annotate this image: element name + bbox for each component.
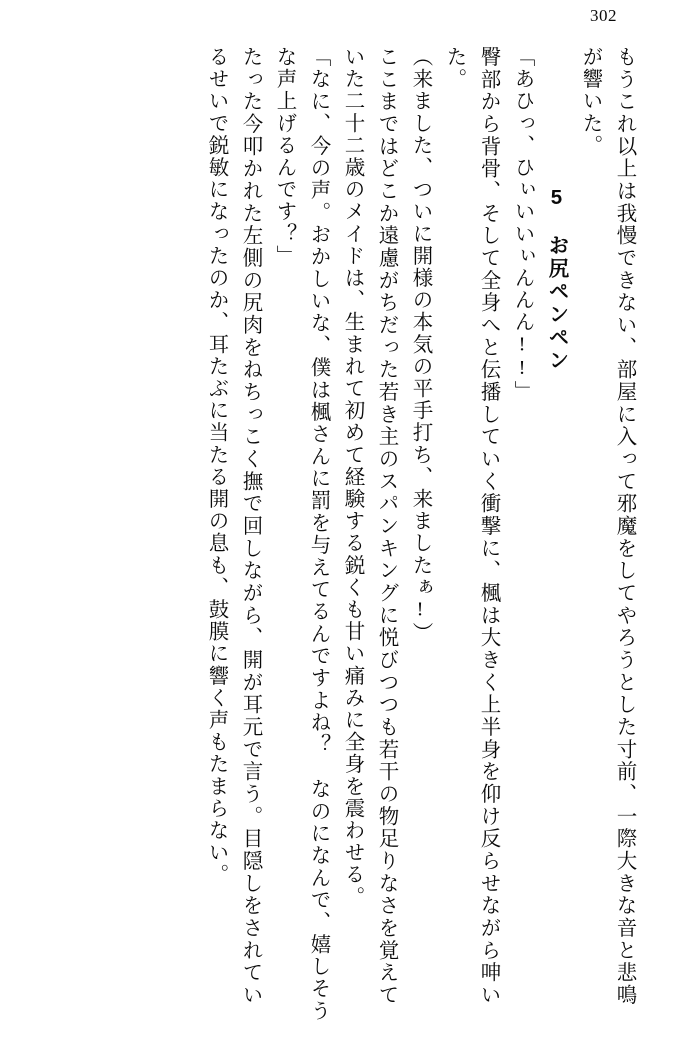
section-heading: 5 お尻ペンペン [545,186,568,373]
text-column: もうこれ以上は我慢できない、部屋に入って邪魔をしてやろうとした寸前、一際大きな音と悲鳴が響いた。 [579,46,635,1006]
text-column: たった今叩かれた左側の尻肉をねちっこく撫で回しながら、開が耳元で言う。目隠しをされているせいで鋭敏になったのか、耳たぶに当たる開の息も、鼓膜に響く声もたまらない。 [205,46,261,1006]
text-column: 「なに、今の声。おかしいな、僕は楓さんに罰を与えてるんですよね？ なのになんで、嬉しそうな声上げるんです？」 [273,46,329,1022]
text-column: 「あひっ、ひぃいいぃんんん!!」 [511,46,533,403]
text-column: 臀部から背骨、そして全身へと伝播していく衝撃に、楓は大きく上半身を仰け反らせながら呻いた。 [443,46,499,1006]
page-number: 302 [590,6,617,25]
page-body [40,46,641,1022]
text-column: ここまではどこか遠慮がちだった若き主のスパンキングに悦びつつも若干の物足りなさを覚えていた二十二歳のメイドは、生まれて初めて経験する鋭くも甘い痛みに全身を震わせる。 [341,46,397,1006]
text-column: （来ました、ついに開様の本気の平手打ち、来ましたぁ!） [409,46,431,645]
